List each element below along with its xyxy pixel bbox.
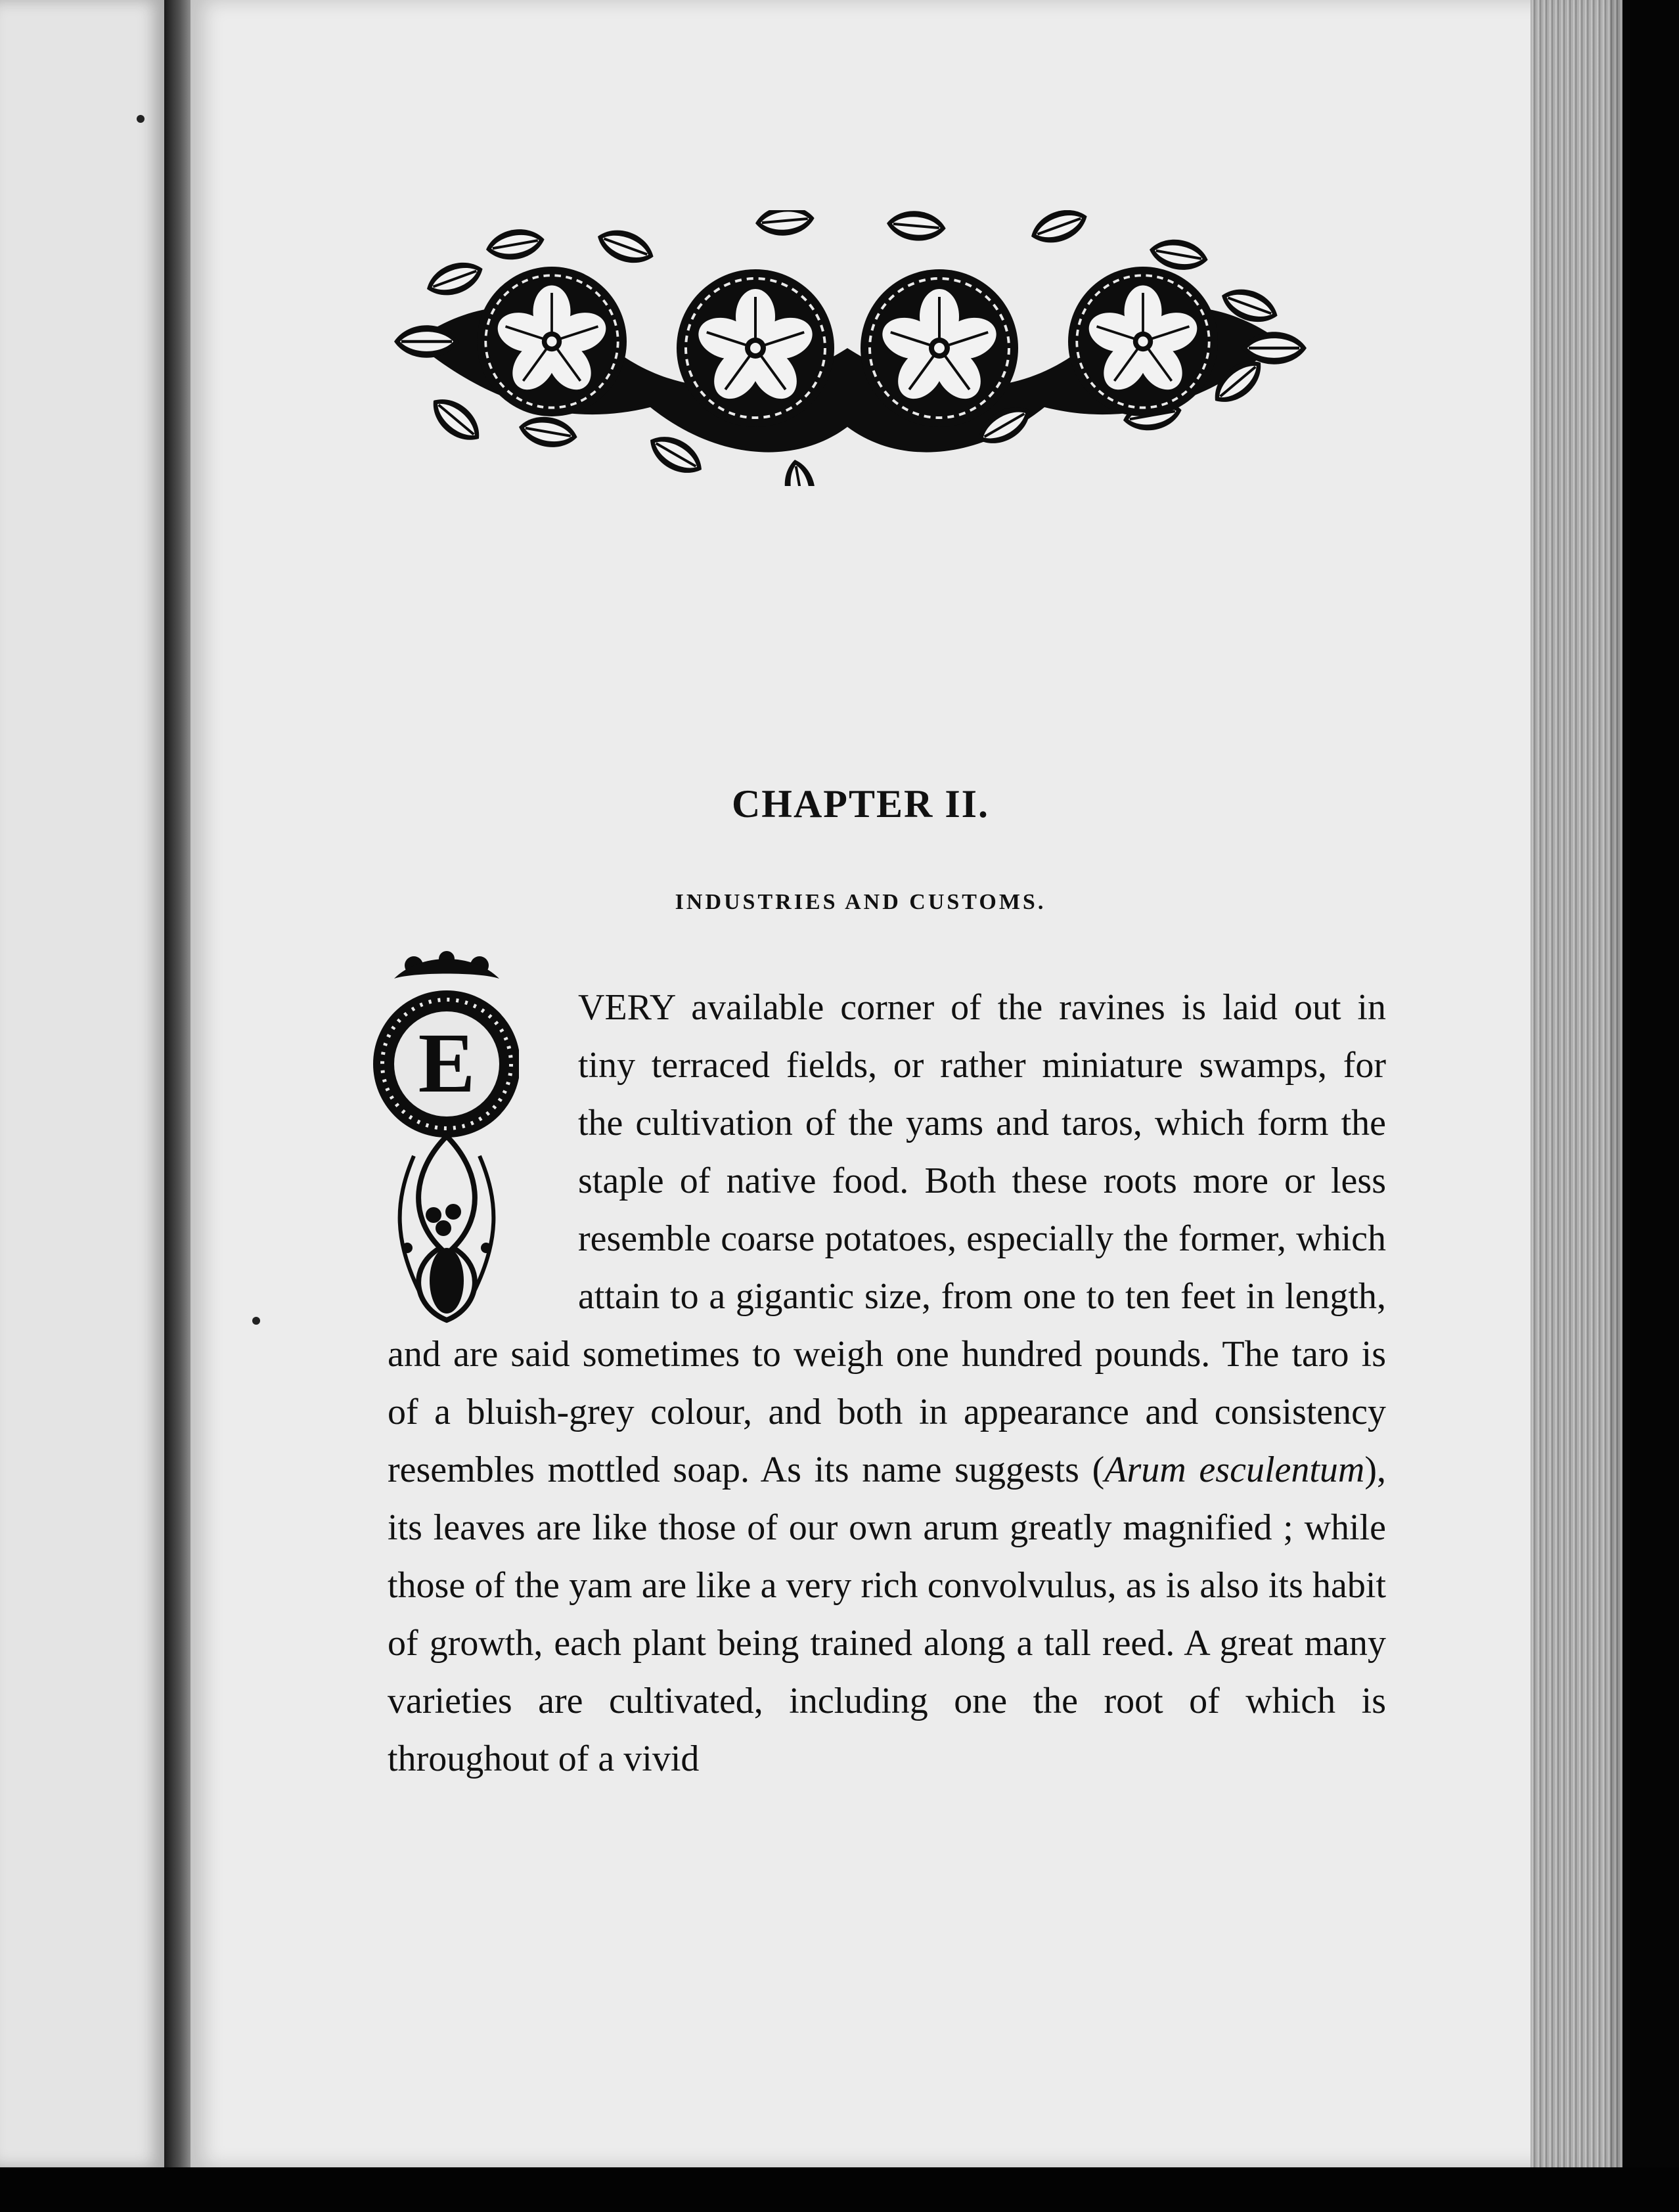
bottom-border — [0, 2167, 1679, 2212]
page-edges — [1531, 0, 1623, 2167]
chapter-heading: CHAPTER II. — [731, 782, 990, 826]
drop-cap-letter: E — [418, 1016, 476, 1111]
left-facing-page — [0, 0, 171, 2167]
opening-word: VERY — [578, 987, 675, 1028]
chapter-body-paragraph — [388, 979, 1386, 1788]
paragraph-text-part-1: available corner of the ravines is laid out in tiny terraced fields, or rather miniature swamps, for the cultivation of the yams and taros, which form the staple of native food. Both these roots more or less resemble coarse potatoes, especially the former, which attain to a gigantic size, from one to ten feet in length, and are said sometimes to weigh one hundred pounds. The taro is of a bluish-grey colour, and both in appearance and consistency resembles mottled soap. As its name suggests ( — [388, 987, 1386, 1490]
speck-mark — [252, 1317, 260, 1325]
floral-headpiece-ornament — [388, 210, 1307, 486]
drop-cap-space — [388, 979, 578, 1325]
paragraph-text-part-2: ), its leaves are like those of our own arum greatly magnified ; while those of the yam are like a very rich convolvulus, as is also its habit of growth, each plant being trained along a tall reed. A great many varieties are cultivated, including one the root of which is throughout of a vivid — [388, 1449, 1387, 1779]
speck-mark — [137, 115, 145, 123]
latin-plant-name: Arum esculentum — [1104, 1449, 1365, 1490]
chapter-subheading: INDUSTRIES AND CUSTOMS. — [675, 890, 1046, 914]
